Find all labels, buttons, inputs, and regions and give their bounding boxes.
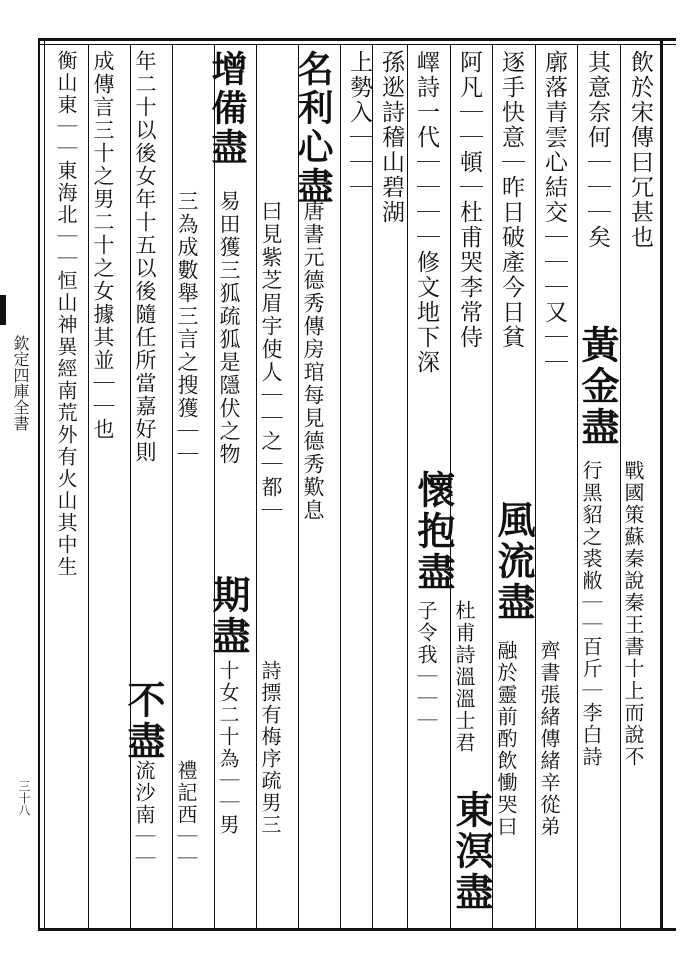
text-column-14: 成傳言三十之男二十之女據其並｜｜也	[91, 50, 115, 441]
right-border	[660, 38, 663, 931]
heading-dongming: 東溟盡	[449, 790, 494, 913]
text-column-5: 阿凡｜｜頓｜杜甫哭李常侍	[456, 50, 482, 350]
text-column-15: 衡山東｜｜東海北｜｜恒山神異經南荒外有火山其中生	[54, 50, 78, 578]
qi-note-2: 十女二十為｜｜男	[216, 660, 240, 836]
column-divider	[214, 45, 215, 928]
page-number: 三十八	[17, 780, 31, 816]
fengliu-note-1: 齊書張緒傳緒辛從弟	[537, 640, 561, 838]
heading-bu: 不盡	[121, 680, 166, 762]
text-column-2: 其意奈何｜｜｜矣	[584, 50, 610, 250]
column-divider	[535, 45, 536, 928]
top-border	[38, 38, 676, 41]
left-border	[38, 38, 40, 931]
fengliu-note-2: 融於靈前酌飲慟哭曰	[494, 640, 518, 838]
bu-note-1: 禮記西｜｜	[174, 760, 198, 870]
top-border-thin	[38, 44, 676, 45]
text-column-11: 易田獲三狐疏狐是隱伏之物	[217, 190, 241, 466]
center-fold-line	[44, 38, 45, 931]
text-column-8: 上勢入｜｜｜	[346, 50, 372, 200]
heading-qi: 期盡	[206, 575, 251, 657]
column-divider	[577, 45, 578, 928]
heading-fengliu: 風流盡	[491, 500, 536, 623]
column-divider	[340, 45, 341, 928]
text-column-4: 逐手快意｜昨日破產今日貧	[498, 50, 524, 350]
edition-mark: 欽定四庫全書	[11, 335, 30, 431]
text-column-10: 曰見紫芝眉宇使人｜｜之｜都｜	[259, 200, 283, 522]
column-divider	[256, 45, 257, 928]
text-column-3: 廓落青雲心結交｜｜｜又｜｜	[541, 50, 567, 375]
huaibao-note-2: 子令我｜｜｜	[414, 600, 438, 732]
column-divider	[130, 45, 131, 928]
side-tab-mark	[0, 295, 6, 325]
bottom-border	[38, 928, 676, 931]
text-column-9: 唐書元德秀傳房琯每見德秀歎息	[301, 200, 325, 522]
text-column-1: 飲於宋傳曰冗甚也	[627, 50, 653, 250]
column-divider	[88, 45, 89, 928]
text-column-6: 嶧詩一代｜｜｜｜修文地下深	[413, 50, 439, 375]
text-column-12: 三為成數舉三言之搜獲｜｜	[175, 190, 199, 466]
heading-huaibao: 懷抱盡	[411, 470, 456, 593]
huangjin-note-2: 行黑貂之裘敝｜｜百斤｜李白詩	[579, 460, 603, 768]
huaibao-note-1: 杜甫詩溫溫士君	[452, 600, 476, 754]
heading-zengbei: 增備盡	[206, 50, 248, 167]
column-divider	[407, 45, 408, 928]
huangjin-note-1: 戰國策蘇秦說秦王書十上而說不	[621, 460, 645, 768]
bu-note-2: 流沙南｜｜	[132, 760, 156, 870]
qi-note-1: 詩摽有梅序疏男三	[258, 660, 282, 836]
text-column-7: 孫逖詩稽山碧湖	[378, 50, 404, 225]
text-column-13: 年二十以後女年十五以後隨任所當嘉好則	[133, 50, 157, 464]
column-divider	[172, 45, 173, 928]
heading-huangjin: 黃金盡	[575, 325, 620, 448]
heading-minglixin: 名利心盡	[292, 50, 334, 206]
